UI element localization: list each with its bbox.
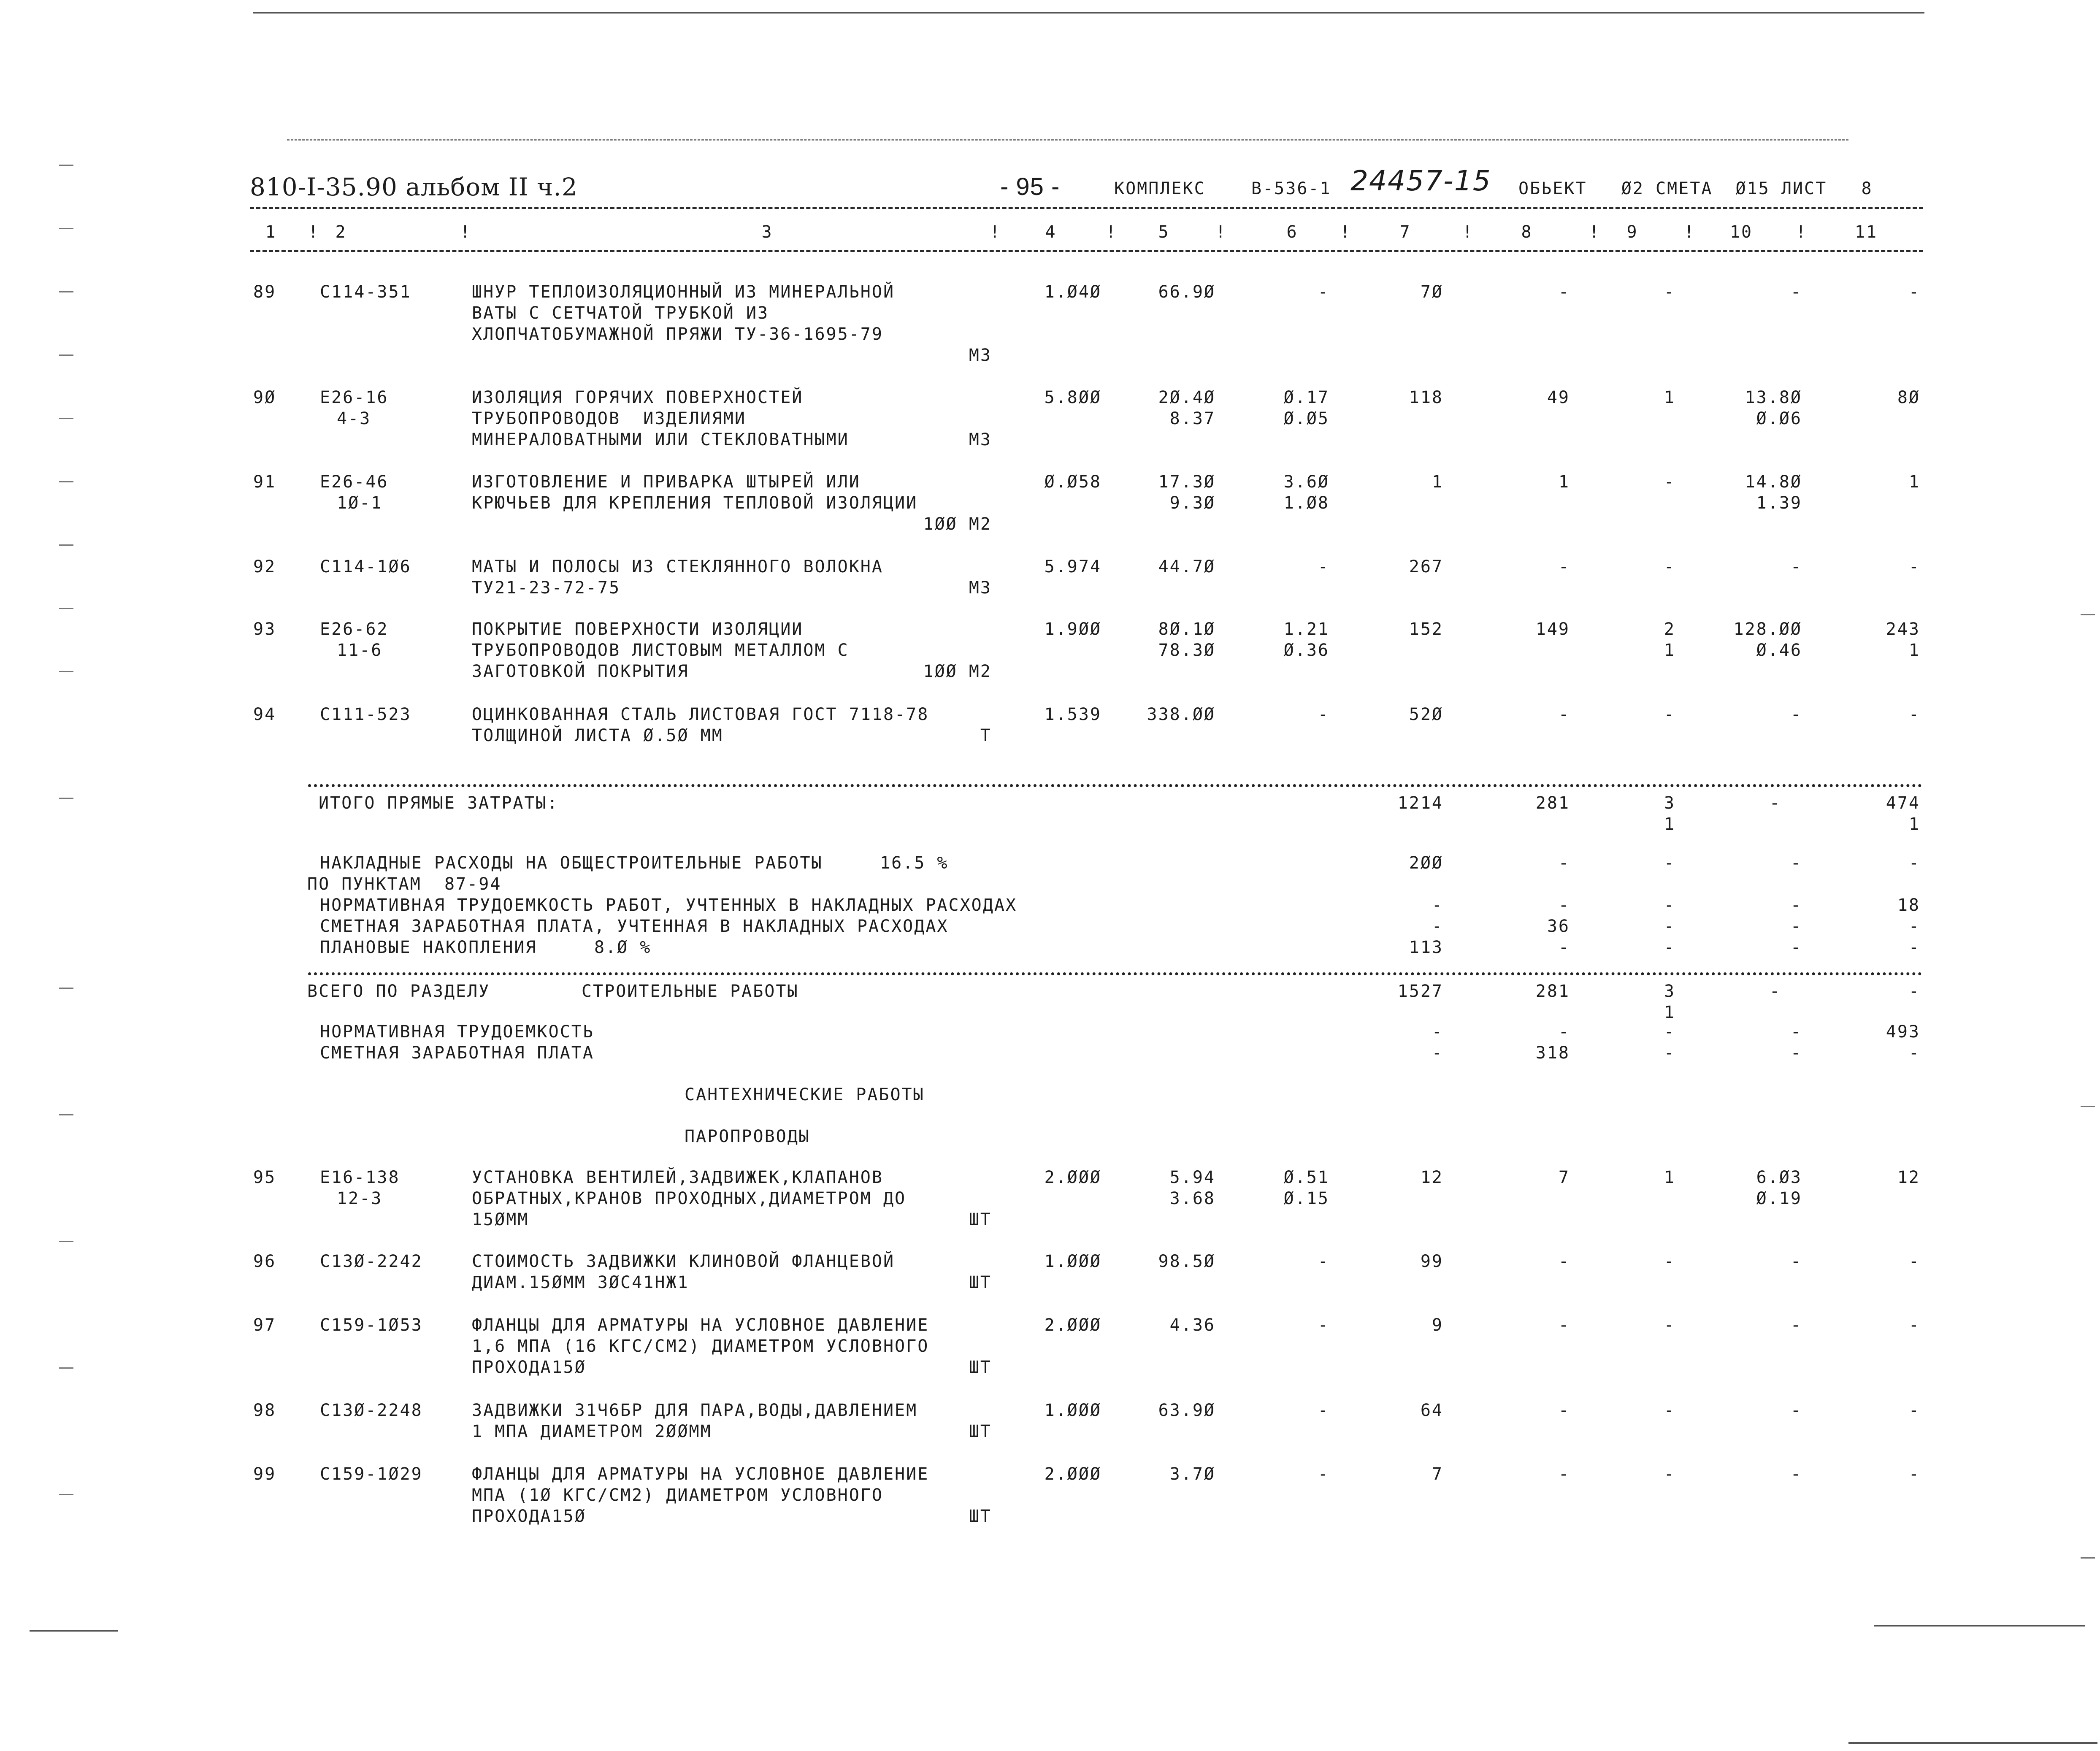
labor-total: - bbox=[1908, 1315, 1920, 1335]
itogo-col10: - bbox=[1769, 793, 1781, 813]
margin-mark bbox=[59, 355, 73, 356]
machine-total: 1 bbox=[1664, 1168, 1675, 1187]
margin-mark bbox=[59, 988, 73, 989]
unit-cost: 17.3Ø bbox=[1158, 472, 1215, 492]
machine-cost-wages: Ø.15 bbox=[1283, 1189, 1329, 1208]
dotted-separator bbox=[308, 784, 1922, 787]
quantity: 5.8ØØ bbox=[1044, 388, 1101, 407]
machine-cost: - bbox=[1318, 282, 1329, 302]
norm-label: НОРМАТИВНАЯ ТРУДОЕМКОСТЬ bbox=[320, 1022, 594, 1042]
description-line: МИНЕРАЛОВАТНЫМИ ИЛИ СТЕКЛОВАТНЫМИ bbox=[472, 430, 849, 449]
unit-of-measure: М3 bbox=[969, 430, 992, 449]
album-reference: 810-I-35.90 альбом II ч.2 bbox=[250, 173, 578, 201]
labor-unit: 14.8Ø bbox=[1745, 472, 1802, 492]
quantity: 2.ØØØ bbox=[1044, 1168, 1101, 1187]
scan-edge-line bbox=[1874, 1625, 2085, 1627]
column-header-2: 2 bbox=[335, 222, 347, 242]
machine-cost: - bbox=[1318, 1252, 1329, 1271]
column-header-9: 9 bbox=[1626, 222, 1638, 242]
machine-total: - bbox=[1664, 1315, 1675, 1335]
vsego-col10: - bbox=[1769, 982, 1781, 1001]
total-cost: 267 bbox=[1409, 557, 1443, 576]
margin-mark bbox=[59, 1494, 73, 1495]
unit-of-measure: Т bbox=[980, 726, 992, 745]
wages-total: - bbox=[1558, 1464, 1570, 1484]
description-line: СТОИМОСТЬ ЗАДВИЖКИ КЛИНОВОЙ ФЛАНЦЕВОЙ bbox=[472, 1252, 895, 1271]
quantity: 2.ØØØ bbox=[1044, 1464, 1101, 1484]
quantity: 1.539 bbox=[1044, 705, 1101, 724]
page-number: - 95 - bbox=[1000, 173, 1060, 200]
quantity: Ø.Ø58 bbox=[1044, 472, 1101, 492]
vsego-col9b: 1 bbox=[1664, 1003, 1675, 1022]
total-cost: 7 bbox=[1432, 1464, 1443, 1484]
overhead-label: НАКЛАДНЫЕ РАСХОДЫ НА ОБЩЕСТРОИТЕЛЬНЫЕ РАБОТЫ 16.5 % bbox=[320, 853, 949, 873]
dotted-separator bbox=[308, 972, 1922, 975]
machine-total: - bbox=[1664, 282, 1675, 302]
labor-total: - bbox=[1908, 282, 1920, 302]
description-line: ТУ21-23-72-75 bbox=[472, 578, 621, 598]
labor-unit: - bbox=[1790, 705, 1802, 724]
machine-cost: Ø.17 bbox=[1283, 388, 1329, 407]
resource-code-suffix: 4-3 bbox=[337, 409, 371, 428]
unit-of-measure: М3 bbox=[969, 578, 992, 598]
overhead-label: СМЕТНАЯ ЗАРАБОТНАЯ ПЛАТА, УЧТЕННАЯ В НАКЛАДНЫХ РАСХОДАХ bbox=[320, 917, 949, 936]
scan-edge-line bbox=[30, 1630, 118, 1632]
unit-of-measure: М3 bbox=[969, 346, 992, 365]
unit-cost: 3.7Ø bbox=[1169, 1464, 1215, 1484]
description-line: МАТЫ И ПОЛОСЫ ИЗ СТЕКЛЯННОГО ВОЛОКНА bbox=[472, 557, 883, 576]
labor-unit-machine: Ø.19 bbox=[1756, 1189, 1802, 1208]
resource-code: Е26-46 bbox=[320, 472, 389, 492]
resource-code: Е16-138 bbox=[320, 1168, 400, 1187]
description-line: ПРОХОДА15Ø bbox=[472, 1507, 586, 1526]
row-number: 94 bbox=[253, 705, 276, 724]
labor-total: - bbox=[1908, 1401, 1920, 1420]
description-line: МПА (1Ø КГС/СМ2) ДИАМЕТРОМ УСЛОВНОГО bbox=[472, 1486, 883, 1505]
description-line: ОБРАТНЫХ,КРАНОВ ПРОХОДНЫХ,ДИАМЕТРОМ ДО bbox=[472, 1189, 907, 1208]
column-separator: ! bbox=[1215, 222, 1227, 242]
description-line: 15ØММ bbox=[472, 1210, 529, 1229]
resource-code: Е26-16 bbox=[320, 388, 389, 407]
machine-cost: - bbox=[1318, 557, 1329, 576]
norm-col8: 318 bbox=[1535, 1043, 1570, 1063]
machine-cost: - bbox=[1318, 705, 1329, 724]
labor-unit-machine: Ø.Ø6 bbox=[1756, 409, 1802, 428]
overhead-col11: - bbox=[1908, 917, 1920, 936]
description-line: ЗАГОТОВКОЙ ПОКРЫТИЯ bbox=[472, 662, 689, 681]
labor-unit: - bbox=[1790, 1401, 1802, 1420]
unit-of-measure: ШТ bbox=[969, 1210, 992, 1229]
labor-total-machine: 1 bbox=[1908, 641, 1920, 660]
overhead-col9: - bbox=[1664, 938, 1675, 957]
overhead-col11: - bbox=[1908, 938, 1920, 957]
unit-cost-wages: 3.68 bbox=[1169, 1189, 1215, 1208]
machine-total: - bbox=[1664, 1401, 1675, 1420]
wages-total: 7 bbox=[1558, 1168, 1570, 1187]
row-number: 97 bbox=[253, 1315, 276, 1335]
machine-total: - bbox=[1664, 472, 1675, 492]
resource-code: С13Ø-2248 bbox=[320, 1401, 423, 1420]
unit-cost: 5.94 bbox=[1169, 1168, 1215, 1187]
total-cost: 99 bbox=[1420, 1252, 1443, 1271]
overhead-label: ПЛАНОВЫЕ НАКОПЛЕНИЯ 8.Ø % bbox=[320, 938, 652, 957]
labor-unit: - bbox=[1790, 1252, 1802, 1271]
row-number: 96 bbox=[253, 1252, 276, 1271]
total-cost: 12 bbox=[1420, 1168, 1443, 1187]
machine-total: - bbox=[1664, 705, 1675, 724]
vsego-col8: 281 bbox=[1535, 982, 1570, 1001]
description-line: ХЛОПЧАТОБУМАЖНОЙ ПРЯЖИ ТУ-36-1695-79 bbox=[472, 325, 883, 344]
labor-unit: - bbox=[1790, 282, 1802, 302]
overhead-col11: 18 bbox=[1897, 896, 1920, 915]
wages-total: - bbox=[1558, 705, 1570, 724]
row-number: 89 bbox=[253, 282, 276, 302]
overhead-col9: - bbox=[1664, 896, 1675, 915]
itogo-col7: 1214 bbox=[1397, 793, 1443, 813]
margin-mark bbox=[59, 608, 73, 609]
quantity: 1.9ØØ bbox=[1044, 620, 1101, 639]
overhead-col9: - bbox=[1664, 917, 1675, 936]
description-line: ЗАДВИЖКИ 31Ч6БР ДЛЯ ПАРА,ВОДЫ,ДАВЛЕНИЕМ bbox=[472, 1401, 918, 1420]
column-separator: ! bbox=[1106, 222, 1118, 242]
vsego-col9: 3 bbox=[1664, 982, 1675, 1001]
column-header-8: 8 bbox=[1521, 222, 1533, 242]
labor-total: - bbox=[1908, 557, 1920, 576]
row-number: 99 bbox=[253, 1464, 276, 1484]
wages-total: 1 bbox=[1558, 472, 1570, 492]
overhead-label: НОРМАТИВНАЯ ТРУДОЕМКОСТЬ РАБОТ, УЧТЕННЫХ В НАКЛАДНЫХ РАСХОДАХ bbox=[320, 896, 1018, 915]
description-line: ТОЛЩИНОЙ ЛИСТА Ø.5Ø ММ bbox=[472, 726, 723, 745]
description-line: ТРУБОПРОВОДОВ ЛИСТОВЫМ МЕТАЛЛОМ С bbox=[472, 641, 849, 660]
quantity: 1.Ø4Ø bbox=[1044, 282, 1101, 302]
overhead-col8: 36 bbox=[1547, 917, 1570, 936]
norm-label: СМЕТНАЯ ЗАРАБОТНАЯ ПЛАТА bbox=[320, 1043, 594, 1063]
description-line: ШНУР ТЕПЛОИЗОЛЯЦИОННЫЙ ИЗ МИНЕРАЛЬНОЙ bbox=[472, 282, 895, 302]
machine-cost: - bbox=[1318, 1315, 1329, 1335]
column-separator: ! bbox=[1462, 222, 1474, 242]
quantity: 2.ØØØ bbox=[1044, 1315, 1101, 1335]
margin-mark bbox=[59, 671, 73, 672]
machine-cost-wages: Ø.Ø5 bbox=[1283, 409, 1329, 428]
wages-total: - bbox=[1558, 1252, 1570, 1271]
row-number: 92 bbox=[253, 557, 276, 576]
column-header-11: 11 bbox=[1854, 222, 1878, 242]
column-separator: ! bbox=[308, 222, 320, 242]
description-line: 1,6 МПА (16 КГС/СМ2) ДИАМЕТРОМ УСЛОВНОГО bbox=[472, 1337, 929, 1356]
unit-cost: 66.9Ø bbox=[1158, 282, 1215, 302]
norm-col7: - bbox=[1432, 1043, 1443, 1063]
machine-cost-wages: 1.Ø8 bbox=[1283, 493, 1329, 513]
wages-total: - bbox=[1558, 1315, 1570, 1335]
description-line: ТРУБОПРОВОДОВ ИЗДЕЛИЯМИ bbox=[472, 409, 746, 428]
wages-total: - bbox=[1558, 557, 1570, 576]
object-estimate-sheet: ОБЬЕКТ Ø2 СМЕТА Ø15 ЛИСТ 8 bbox=[1518, 179, 1873, 198]
description-line: ПРОХОДА15Ø bbox=[472, 1358, 586, 1377]
overhead-label: ПО ПУНКТАМ 87-94 bbox=[307, 874, 502, 894]
machine-total: - bbox=[1664, 557, 1675, 576]
resource-code: С159-1Ø53 bbox=[320, 1315, 423, 1335]
description-line: 1 МПА ДИАМЕТРОМ 2ØØММ bbox=[472, 1422, 712, 1441]
quantity: 1.ØØØ bbox=[1044, 1252, 1101, 1271]
scan-edge-line bbox=[253, 12, 1924, 14]
unit-cost-wages: 9.3Ø bbox=[1169, 493, 1215, 513]
row-number: 91 bbox=[253, 472, 276, 492]
resource-code: С114-351 bbox=[320, 282, 411, 302]
row-number: 95 bbox=[253, 1168, 276, 1187]
description-line: ПОКРЫТИЕ ПОВЕРХНОСТИ ИЗОЛЯЦИИ bbox=[472, 620, 804, 639]
margin-mark bbox=[59, 165, 73, 166]
vsego-label: ВСЕГО ПО РАЗДЕЛУ СТРОИТЕЛЬНЫЕ РАБОТЫ bbox=[307, 982, 799, 1001]
unit-cost: 8Ø.1Ø bbox=[1158, 620, 1215, 639]
labor-total: 12 bbox=[1897, 1168, 1920, 1187]
machine-cost: Ø.51 bbox=[1283, 1168, 1329, 1187]
margin-mark bbox=[2081, 1557, 2095, 1559]
overhead-col8: - bbox=[1558, 938, 1570, 957]
column-separator: ! bbox=[990, 222, 1001, 242]
column-header-6: 6 bbox=[1286, 222, 1298, 242]
itogo-col11: 474 bbox=[1886, 793, 1920, 813]
labor-unit-machine: 1.39 bbox=[1756, 493, 1802, 513]
margin-mark bbox=[59, 418, 73, 419]
norm-col10: - bbox=[1790, 1022, 1802, 1042]
resource-code: С114-1Ø6 bbox=[320, 557, 411, 576]
norm-col9: - bbox=[1664, 1043, 1675, 1063]
wages-total: - bbox=[1558, 1401, 1570, 1420]
unit-of-measure: ШТ bbox=[969, 1422, 992, 1441]
description-line: ВАТЫ С СЕТЧАТОЙ ТРУБКОЙ ИЗ bbox=[472, 303, 769, 323]
description-line: ФЛАНЦЫ ДЛЯ АРМАТУРЫ НА УСЛОВНОЕ ДАВЛЕНИЕ bbox=[472, 1464, 929, 1484]
overhead-col10: - bbox=[1790, 896, 1802, 915]
overhead-col10: - bbox=[1790, 917, 1802, 936]
column-separator: ! bbox=[1589, 222, 1601, 242]
description-line: ФЛАНЦЫ ДЛЯ АРМАТУРЫ НА УСЛОВНОЕ ДАВЛЕНИЕ bbox=[472, 1315, 929, 1335]
description-line: КРЮЧЬЕВ ДЛЯ КРЕПЛЕНИЯ ТЕПЛОВОЙ ИЗОЛЯЦИИ bbox=[472, 493, 918, 513]
kompleks-label: КОМПЛЕКС bbox=[1114, 179, 1206, 198]
labor-unit: 13.8Ø bbox=[1745, 388, 1802, 407]
kompleks-handwritten-number: 24457-15 bbox=[1350, 165, 1491, 197]
column-separator: ! bbox=[1796, 222, 1808, 242]
resource-code-suffix: 12-3 bbox=[337, 1189, 383, 1208]
section-title: САНТЕХНИЧЕСКИЕ РАБОТЫ bbox=[685, 1085, 925, 1104]
vsego-col7: 1527 bbox=[1397, 982, 1443, 1001]
labor-unit: 6.Ø3 bbox=[1756, 1168, 1802, 1187]
column-header-10: 10 bbox=[1729, 222, 1753, 242]
margin-mark bbox=[59, 1241, 73, 1242]
unit-cost-wages: 78.3Ø bbox=[1158, 641, 1215, 660]
overhead-col10: - bbox=[1790, 938, 1802, 957]
labor-total: 8Ø bbox=[1897, 388, 1920, 407]
unit-cost: 4.36 bbox=[1169, 1315, 1215, 1335]
description-line: УСТАНОВКА ВЕНТИЛЕЙ,ЗАДВИЖЕК,КЛАПАНОВ bbox=[472, 1168, 883, 1187]
column-separator: ! bbox=[1340, 222, 1352, 242]
machine-cost: 3.6Ø bbox=[1283, 472, 1329, 492]
labor-total: - bbox=[1908, 1252, 1920, 1271]
overhead-col7: - bbox=[1432, 896, 1443, 915]
resource-code-suffix: 1Ø-1 bbox=[337, 493, 383, 513]
itogo-label: ИТОГО ПРЯМЫЕ ЗАТРАТЫ: bbox=[319, 793, 559, 813]
faint-rule bbox=[287, 139, 1848, 141]
resource-code-suffix: 11-6 bbox=[337, 641, 383, 660]
labor-total: 243 bbox=[1886, 620, 1920, 639]
resource-code: С159-1Ø29 bbox=[320, 1464, 423, 1484]
machine-total-wages: 1 bbox=[1664, 641, 1675, 660]
column-header-7: 7 bbox=[1399, 222, 1411, 242]
quantity: 1.ØØØ bbox=[1044, 1401, 1101, 1420]
labor-total: - bbox=[1908, 1464, 1920, 1484]
machine-total: 2 bbox=[1664, 620, 1675, 639]
description-line: ДИАМ.15ØММ 3ØС41НЖ1 bbox=[472, 1273, 689, 1292]
itogo-col8: 281 bbox=[1535, 793, 1570, 813]
machine-total: - bbox=[1664, 1464, 1675, 1484]
margin-mark bbox=[59, 228, 73, 229]
overhead-col8: - bbox=[1558, 896, 1570, 915]
margin-mark bbox=[59, 1367, 73, 1369]
scan-edge-line bbox=[1848, 1742, 2097, 1744]
norm-col7: - bbox=[1432, 1022, 1443, 1042]
column-header-5: 5 bbox=[1158, 222, 1170, 242]
wages-total: 149 bbox=[1535, 620, 1570, 639]
row-number: 9Ø bbox=[253, 388, 276, 407]
overhead-col9: - bbox=[1664, 853, 1675, 873]
unit-of-measure: ШТ bbox=[969, 1273, 992, 1292]
overhead-col10: - bbox=[1790, 853, 1802, 873]
unit-cost: 338.ØØ bbox=[1147, 705, 1215, 724]
description-line: ИЗОЛЯЦИЯ ГОРЯЧИХ ПОВЕРХНОСТЕЙ bbox=[472, 388, 804, 407]
total-cost: 7Ø bbox=[1420, 282, 1443, 302]
margin-mark bbox=[2081, 614, 2095, 615]
itogo-col9: 3 bbox=[1664, 793, 1675, 813]
norm-col8: - bbox=[1558, 1022, 1570, 1042]
margin-mark bbox=[59, 1114, 73, 1115]
vsego-col11: - bbox=[1908, 982, 1920, 1001]
norm-col11: - bbox=[1908, 1043, 1920, 1063]
total-cost: 52Ø bbox=[1409, 705, 1443, 724]
description-line: ОЦИНКОВАННАЯ СТАЛЬ ЛИСТОВАЯ ГОСТ 7118-78 bbox=[472, 705, 929, 724]
overhead-col7: - bbox=[1432, 917, 1443, 936]
itogo-col11b: 1 bbox=[1908, 815, 1920, 834]
labor-unit: 128.ØØ bbox=[1733, 620, 1802, 639]
total-cost: 1 bbox=[1432, 472, 1443, 492]
machine-cost: - bbox=[1318, 1464, 1329, 1484]
row-number: 93 bbox=[253, 620, 276, 639]
unit-of-measure: 1ØØ М2 bbox=[923, 662, 992, 681]
unit-cost: 63.9Ø bbox=[1158, 1401, 1215, 1420]
unit-cost-wages: 8.37 bbox=[1169, 409, 1215, 428]
machine-cost: 1.21 bbox=[1283, 620, 1329, 639]
column-separator: ! bbox=[1684, 222, 1696, 242]
overhead-col7: 2ØØ bbox=[1409, 853, 1443, 873]
column-header-1: 1 bbox=[265, 222, 277, 242]
resource-code: Е26-62 bbox=[320, 620, 389, 639]
description-line: ИЗГОТОВЛЕНИЕ И ПРИВАРКА ШТЫРЕЙ ИЛИ bbox=[472, 472, 861, 492]
total-cost: 118 bbox=[1409, 388, 1443, 407]
margin-mark bbox=[59, 544, 73, 546]
unit-cost: 44.7Ø bbox=[1158, 557, 1215, 576]
labor-unit-machine: Ø.46 bbox=[1756, 641, 1802, 660]
labor-unit: - bbox=[1790, 1315, 1802, 1335]
unit-of-measure: ШТ bbox=[969, 1358, 992, 1377]
unit-of-measure: ШТ bbox=[969, 1507, 992, 1526]
labor-unit: - bbox=[1790, 1464, 1802, 1484]
labor-total: - bbox=[1908, 705, 1920, 724]
labor-total: 1 bbox=[1908, 472, 1920, 492]
wages-total: 49 bbox=[1547, 388, 1570, 407]
row-number: 98 bbox=[253, 1401, 276, 1420]
machine-total: - bbox=[1664, 1252, 1675, 1271]
total-cost: 64 bbox=[1420, 1401, 1443, 1420]
column-separator: ! bbox=[460, 222, 472, 242]
margin-mark bbox=[59, 481, 73, 482]
unit-cost: 98.5Ø bbox=[1158, 1252, 1215, 1271]
norm-col10: - bbox=[1790, 1043, 1802, 1063]
column-header-3: 3 bbox=[761, 222, 773, 242]
norm-col9: - bbox=[1664, 1022, 1675, 1042]
header-rule-bottom bbox=[250, 250, 1923, 252]
quantity: 5.974 bbox=[1044, 557, 1101, 576]
labor-unit: - bbox=[1790, 557, 1802, 576]
overhead-col8: - bbox=[1558, 853, 1570, 873]
wages-total: - bbox=[1558, 282, 1570, 302]
total-cost: 152 bbox=[1409, 620, 1443, 639]
machine-total: 1 bbox=[1664, 388, 1675, 407]
margin-mark bbox=[2081, 1106, 2095, 1107]
margin-mark bbox=[59, 291, 73, 292]
column-header-4: 4 bbox=[1045, 222, 1057, 242]
overhead-col7: 113 bbox=[1409, 938, 1443, 957]
unit-cost: 2Ø.4Ø bbox=[1158, 388, 1215, 407]
machine-cost-wages: Ø.36 bbox=[1283, 641, 1329, 660]
machine-cost: - bbox=[1318, 1401, 1329, 1420]
margin-mark bbox=[59, 798, 73, 799]
overhead-col11: - bbox=[1908, 853, 1920, 873]
resource-code: С13Ø-2242 bbox=[320, 1252, 423, 1271]
subsection-title: ПАРОПРОВОДЫ bbox=[685, 1127, 810, 1146]
norm-col11: 493 bbox=[1886, 1022, 1920, 1042]
itogo-col9b: 1 bbox=[1664, 815, 1675, 834]
kompleks-code: В-536-1 bbox=[1251, 179, 1331, 198]
resource-code: С111-523 bbox=[320, 705, 411, 724]
header-rule-top bbox=[250, 207, 1923, 209]
unit-of-measure: 1ØØ М2 bbox=[923, 514, 992, 534]
total-cost: 9 bbox=[1432, 1315, 1443, 1335]
